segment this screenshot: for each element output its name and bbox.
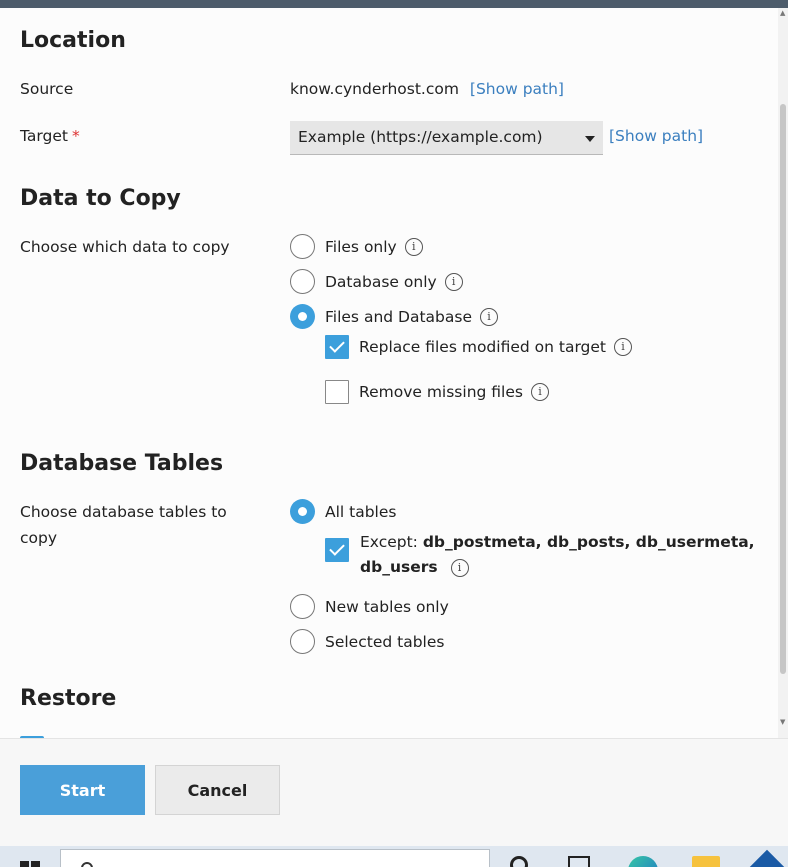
- target-label-text: Target: [20, 127, 68, 145]
- info-icon[interactable]: i: [405, 238, 423, 256]
- taskbar-search-input[interactable]: [60, 849, 490, 867]
- radio-new-tables-only[interactable]: [290, 594, 449, 619]
- location-heading: Location: [20, 28, 126, 53]
- info-icon[interactable]: i: [445, 273, 463, 291]
- cortana-icon[interactable]: [510, 856, 528, 867]
- data-to-copy-label: Choose which data to copy: [20, 238, 230, 256]
- scrollbar-thumb[interactable]: [780, 104, 786, 674]
- source-value: [290, 80, 564, 98]
- start-button[interactable]: Start: [20, 765, 145, 815]
- source-label: Source: [20, 80, 74, 98]
- except-prefix: Except:: [360, 533, 418, 551]
- checkmark-icon[interactable]: [325, 538, 349, 562]
- data-to-copy-heading: Data to Copy: [20, 186, 181, 211]
- cancel-button[interactable]: Cancel: [155, 765, 280, 815]
- task-view-icon[interactable]: [568, 856, 590, 867]
- checkbox-label: Remove missing files: [359, 383, 523, 401]
- target-select-value: Example (https://example.com): [298, 128, 543, 146]
- checkbox-box[interactable]: [325, 380, 349, 404]
- windows-start-icon[interactable]: [20, 861, 40, 867]
- radio-circle-selected[interactable]: [290, 499, 315, 524]
- radio-label: Selected tables: [325, 632, 445, 651]
- info-icon[interactable]: i: [480, 308, 498, 326]
- dialog-content: [0, 8, 778, 738]
- radio-files-and-database[interactable]: [290, 304, 498, 329]
- radio-circle[interactable]: [290, 629, 315, 654]
- radio-database-only[interactable]: [290, 269, 463, 294]
- info-icon[interactable]: i: [451, 559, 469, 577]
- chevron-down-icon: [585, 136, 595, 142]
- radio-label: All tables: [325, 502, 397, 521]
- edge-browser-icon[interactable]: [628, 856, 658, 867]
- source-show-path-link[interactable]: [Show path]: [469, 80, 564, 98]
- file-explorer-icon[interactable]: [692, 856, 720, 867]
- radio-label: Database only: [325, 272, 437, 291]
- radio-circle[interactable]: [290, 594, 315, 619]
- checkbox-remove-missing[interactable]: [325, 380, 549, 404]
- radio-circle[interactable]: [290, 269, 315, 294]
- radio-circle[interactable]: [290, 234, 315, 259]
- radio-circle-selected[interactable]: [290, 304, 315, 329]
- except-text: [360, 530, 755, 580]
- scroll-up-icon[interactable]: ▲: [780, 9, 786, 17]
- checkbox-replace-files[interactable]: [325, 335, 632, 359]
- store-icon[interactable]: [746, 850, 788, 867]
- checkbox-label: Replace files modified on target: [359, 338, 607, 356]
- window-header-strip: [0, 0, 788, 8]
- required-mark: *: [71, 127, 80, 145]
- radio-all-tables[interactable]: [290, 499, 396, 524]
- taskbar: [0, 846, 788, 867]
- scrollbar[interactable]: [778, 8, 788, 738]
- source-url: know.cynderhost.com: [290, 80, 459, 98]
- checkmark-icon[interactable]: [325, 335, 349, 359]
- except-tables-list: db_postmeta, db_posts, db_usermeta, db_users: [360, 533, 755, 576]
- info-icon[interactable]: i: [531, 383, 549, 401]
- search-icon: [81, 862, 93, 867]
- target-show-path-link[interactable]: [Show path]: [609, 127, 704, 145]
- scroll-down-icon[interactable]: ▼: [780, 718, 786, 726]
- radio-label: New tables only: [325, 597, 449, 616]
- radio-label: Files only: [325, 237, 397, 256]
- info-icon[interactable]: i: [614, 338, 632, 356]
- restore-heading: Restore: [20, 686, 117, 711]
- target-label: [20, 123, 80, 149]
- database-tables-label: Choose database tables to copy: [20, 503, 227, 547]
- database-tables-heading: Database Tables: [20, 451, 224, 476]
- radio-label: Files and Database: [325, 307, 472, 326]
- radio-files-only[interactable]: [290, 234, 423, 259]
- radio-selected-tables[interactable]: [290, 629, 444, 654]
- target-select[interactable]: [290, 121, 603, 155]
- dialog-footer: [0, 738, 788, 846]
